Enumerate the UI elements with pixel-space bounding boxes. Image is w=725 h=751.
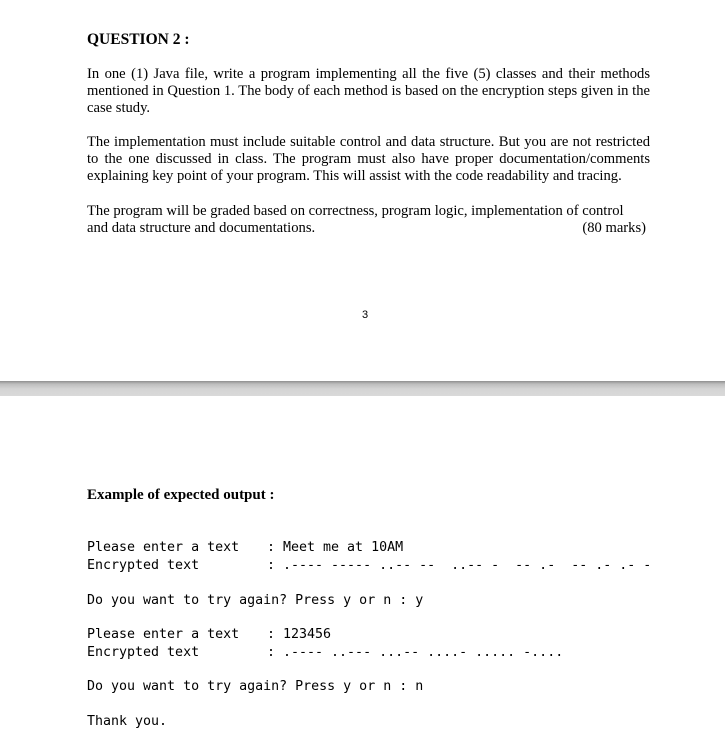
- example-heading: Example of expected output :: [87, 487, 275, 503]
- paragraph-3-line-2: [87, 220, 650, 237]
- run1-retry-line: Do you want to try again? Press y or n : y: [87, 593, 424, 608]
- question-paragraph-2: The implementation must include suitable control and data structure. But you are not restricted to the one discussed in class. The program must also have proper documentation/comments explaining key point of your program. This will assist with the code readability and tracing.: [87, 134, 650, 184]
- paragraph-3-line-1: The program will be graded based on correctness, program logic, implementation of control: [87, 203, 624, 219]
- question-heading: QUESTION 2 :: [87, 31, 190, 48]
- question-paragraph-1: In one (1) Java file, write a program implementing all the five (5) classes and their methods mentioned in Question 1. The body of each method is based on the encryption steps given in the case study.: [87, 66, 650, 116]
- question-paragraph-3: [87, 203, 650, 237]
- run1-encrypted-label: Encrypted text: [87, 558, 200, 573]
- run2-retry-line: Do you want to try again? Press y or n : n: [87, 679, 424, 694]
- run1-prompt-label: Please enter a text: [87, 540, 240, 555]
- run2-prompt-value: : 123456: [267, 627, 332, 642]
- page-number: 3: [362, 309, 369, 321]
- run2-encrypted-label: Encrypted text: [87, 645, 200, 660]
- document-page-bottom: [0, 396, 725, 751]
- marks-label: (80 marks): [582, 220, 646, 236]
- page-separator: [0, 381, 725, 396]
- run1-encrypted-value: : .---- ----- ..-- -- ..-- - -- .- -- .- .- -: [267, 558, 652, 573]
- run2-encrypted-value: : .---- ..--- ...-- ....- ..... -....: [267, 645, 564, 660]
- thank-you-line: Thank you.: [87, 714, 168, 729]
- run1-prompt-value: : Meet me at 10AM: [267, 540, 404, 555]
- run2-prompt-label: Please enter a text: [87, 627, 240, 642]
- paragraph-3-line-2-text: and data structure and documentations.: [87, 220, 316, 236]
